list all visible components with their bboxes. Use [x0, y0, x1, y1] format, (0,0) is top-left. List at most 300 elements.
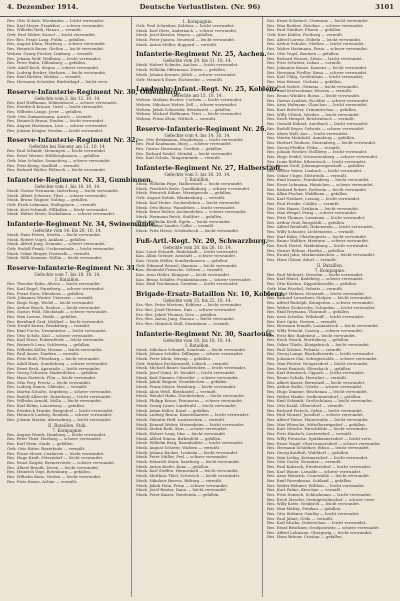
casualty-entry: Res. Arno Heinrich, Cunewalde — leicht verwundet.	[267, 473, 371, 479]
casualty-entry: Res. Walter Böhmer, Wilthen — leicht verwundet.	[267, 482, 365, 488]
regiment-heading: Brigade-Ersatz-Bataillon Nr. 10, Koblenz.	[136, 290, 285, 299]
regiment-heading: Infanterie-Regiment Nr. 30, Saarlouis.	[136, 329, 274, 338]
casualty-entry: Res. Albert Kaiser, Bernstadt — leicht verwundet.	[267, 379, 366, 385]
section-subheading: 1. Kompagnie.	[182, 19, 213, 24]
casualty-entry: Res. Ludwig Becker, Herborn — leicht verwundet.	[7, 69, 107, 75]
casualty-entry: Res. Otto Vogel, Bautzen — gefallen.	[267, 50, 340, 56]
casualty-entry: Res. August Klein, Marburg — schwer verwundet.	[7, 41, 107, 47]
casualty-entry: Res. Franz Horn, Elmshorn — gefallen.	[7, 290, 85, 296]
casualty-entry: Res. Emil Krause, Frankenberg — leicht verwundet.	[267, 177, 370, 183]
casualty-entry: Res. Rudolf Albrecht, Ratzeburg — leicht verwundet.	[7, 393, 112, 399]
casualty-entry: Res. Willy Kotte, Neukirch — leicht verwundet.	[267, 501, 361, 507]
casualty-entry: Res. Georg Schuster, Hadersleben — gefallen.	[7, 370, 99, 376]
casualty-entry: Res. Johannes Mai, Schirgiswalde — schwer verwundet.	[267, 356, 378, 362]
casualty-entry: Res. Richard Walter, Pößneck — leicht verwundet.	[7, 167, 107, 173]
casualty-entry: Res. Heinrich Vogt, Rotenburg — gefallen.	[7, 469, 91, 475]
casualty-entry: Res. Oswald Kühnel, Auerbach — leicht verwundet.	[267, 121, 369, 127]
casualty-entry: Musk. Peter Müller, Perl — schwer verwundet.	[136, 454, 229, 460]
casualty-entry: Res. Bruno Schulz, Herrnhut — vermißt.	[267, 374, 348, 380]
casualty-entry: Gefr. Max Schulze, Sonneberg — schwer verwundet.	[7, 157, 111, 163]
section-subheading: I. Bataillon.	[185, 177, 210, 183]
casualty-entry: Musk. Hubert Schmitz, Aachen — leicht verwundet.	[136, 62, 239, 68]
casualty-entry: Res. Richard Eckert, Roßwein — leicht verwundet.	[267, 186, 368, 192]
casualty-entry: Musk. Josef Quint, St. Wendel — leicht verwundet.	[136, 370, 236, 375]
casualty-entry: Res. Martin Schulte, Segeberg — schwer verwundet.	[7, 388, 112, 394]
casualty-entry: Musk. Albert Schwarz, Tilsit — schwer verwundet.	[7, 192, 108, 198]
casualty-entry: Res. Karl Hientzsch, Oppach — leicht verwundet.	[267, 370, 365, 376]
casualty-entry: Musk. Gustav Neumann, Insterburg — leicht verwundet.	[7, 187, 119, 193]
casualty-entry: Res. Ernst Brückner, Großpostwitz — schwer verwundet.	[267, 524, 380, 530]
casualty-entry: Musk. Hubert Lang, Idar — leicht verwundet.	[136, 430, 227, 436]
casualty-entry: Res. Ernst Rentsch, Ebersbach — gefallen.	[267, 365, 352, 371]
section-subheading: Gefechte vom 7. bis 18. 10. 14.	[34, 272, 101, 278]
casualty-entry: Res. Willy Petzold, Coswig — schwer verwundet.	[267, 328, 364, 333]
header-title: Deutsche Verlustlisten. (Nr. 96)	[139, 3, 261, 11]
casualty-entry: Musk. Peter Kaiser, Gerolstein — gefallen.	[136, 491, 220, 497]
casualty-entry: Musk. Valentin Hoff, Lauterecken — vermißt.	[136, 416, 226, 422]
casualty-entry: Res. Johann Nestler, Stollberg — leicht verwundet.	[267, 149, 368, 155]
casualty-entry: Res. Heinrich Bauer, Gießen — leicht verwundet.	[7, 46, 105, 52]
casualty-entry: Ers.-Res. Peter Mertens, Koblenz — leicht verwundet.	[136, 302, 243, 308]
casualty-entry: Musk. Peter Jansen, Neuwied — leicht verwundet.	[136, 37, 236, 43]
casualty-entry: Res. Walter Hartmann, Pirna — schwer verwundet.	[267, 46, 369, 52]
casualty-entry: Res. Fritz Hantsch, Leutersdorf — vermißt.	[267, 431, 353, 437]
casualty-entry: Musk. Bruno Wagner, Goldap — gefallen.	[7, 197, 89, 203]
casualty-entry: Musk. Wilhelm Kroll, Egeln — leicht verwundet.	[136, 218, 232, 224]
casualty-entry: Res. Karl Hänel, Radeberg — schwer verwundet.	[267, 276, 364, 282]
section-subheading: II. Bataillon.	[316, 262, 344, 268]
casualty-entry: Res. Erich Ziesche, Steinigtwolmsdorf — schwer verw.	[267, 496, 375, 502]
casualty-entry: Res. Kurt Palme, Kirschau — vermißt.	[267, 487, 342, 493]
casualty-entry: Musk. Heinrich Kühne, Wernigerode — gefallen.	[136, 190, 232, 196]
regiment-heading: Reserve-Infanterie-Regiment Nr. 32.	[7, 136, 138, 145]
casualty-entry: Res. August Wendt, Hamburg — leicht verwundet.	[7, 431, 107, 437]
casualty-entry: Res. Karl Hoffmann, Delmenhorst — schwer verwundet.	[7, 99, 118, 105]
casualty-entry: Musk. Nikolaus Schmidt, Saarlouis — leicht verwundet.	[136, 346, 247, 352]
section-subheading: Gefechte vom 4. bis 14. 10. 14.	[164, 132, 231, 138]
casualty-entry: Res. Fritz Bär, Radebeul — leicht verwundet.	[267, 332, 357, 338]
casualty-entry: Res. Johann Wolf, Weilburg — leicht verwundet.	[7, 55, 102, 61]
casualty-entry: Res. Georg Lange, Bischofswerda — leicht verwundet.	[267, 351, 375, 357]
casualty-entry: Res. Otto Haase, Geithain — leicht verwundet.	[267, 205, 360, 211]
casualty-entry: Musk. Otto Busse, Wanzleben — leicht verwundet.	[136, 204, 236, 210]
casualty-entry: Res. August Hartmann, Leer — schwer verwundet.	[7, 123, 108, 129]
casualty-entry: Res. Hugo Voigt, Wedel — leicht verwundet.	[7, 299, 95, 305]
casualty-entry: Musk. Alfred Simon, Birkenfeld — gefallen.	[136, 435, 222, 441]
header-date: 4. Dezember 1914.	[7, 3, 79, 11]
casualty-entry: Ers.-Res. Josef Hermes, Ems — schwer verwundet.	[136, 306, 237, 312]
section-subheading: Gefechte am 13. 10. 14.	[172, 93, 223, 99]
casualty-entry: Kan. Oswin Möller, Sondershausen — gefallen.	[136, 258, 229, 263]
casualty-entry: Res. Alfred Lorenz, Döbeln — leicht verwundet.	[267, 36, 362, 42]
casualty-entry: Ers.-Res. Jakob Thomas, Diez — gefallen.	[136, 311, 218, 317]
casualty-entry: Res. Karl Engel, Pinneberg — schwer verwundet.	[7, 285, 105, 291]
text-column-2	[133, 17, 285, 597]
section-subheading: Gefechte bei Sinceny am 12. 10. 14.	[29, 144, 106, 150]
casualty-entry: Res. Walter Hanke, Seifhennersdorf — gefallen.	[267, 393, 362, 399]
section-subheading: 7. Kompagnie.	[314, 267, 346, 273]
casualty-entry: Musk. Anton Müller, Boppard — vermißt.	[136, 41, 218, 47]
casualty-entry: Res. Theodor Kühn, Altona — leicht verwundet.	[7, 281, 101, 287]
regiment-heading: Landwehr-Infant.-Regt. Nr. 25, Koblenz.	[136, 85, 280, 94]
casualty-entry: Res. Ernst Nagel, Obercunnersdorf — schwer verwundet.	[267, 440, 381, 446]
casualty-entry: Res. Paul Schmitt, Meiningen — leicht verwundet.	[7, 148, 107, 154]
casualty-entry: Wehrm. Franz Klein, Wittlich — vermißt.	[136, 115, 217, 121]
casualty-entry: Res. Albert Brandt, Zeven — leicht verwundet.	[7, 464, 100, 470]
casualty-entry: Musk. Georg Lauer, Landstuhl — leicht verwundet.	[136, 402, 237, 408]
casualty-entry: Gefr. Ewald Kaiser, Rendsburg — vermißt.	[7, 323, 91, 329]
casualty-entry: Musk. Karl Zimmer, Ottweiler — schwer verwundet.	[136, 374, 240, 380]
casualty-entry: Musk. Alois Weiß, Blieskastel — vermißt.	[136, 388, 217, 394]
casualty-entry: Res. Kurt Böttcher, Crimmitschau — gefallen.	[267, 107, 358, 113]
casualty-entry: Musk. Walter Meier, Darkehmen — schwer verwundet.	[7, 211, 116, 217]
casualty-entry: Res. Otto Brinkmann, Magdeburg — leicht verwundet.	[136, 136, 244, 142]
casualty-entry: Res. Hugo Zimmer, Reichenau — leicht verwundet.	[267, 388, 368, 394]
casualty-entry: Res. Karl Meyer, Frankfurt — schwer verwundet.	[7, 22, 105, 28]
casualty-entry: Musk. Hermann Reich, Staßfurt — gefallen.	[136, 213, 223, 219]
casualty-entry: Gefr. Erich Lehmann, Stallupönen — vermißt.	[7, 201, 98, 207]
casualty-entry: Res. Fritz König, Saalfeld — vermißt.	[7, 162, 81, 168]
casualty-entry: Musk. Wilhelm Pape, Halberstadt — leicht verwundet.	[136, 181, 244, 187]
casualty-entry: Res. Emil Rosenkranz, Sohland — gefallen.	[267, 478, 353, 483]
casualty-entry: Res. Hugo Seidel, Schwarzenberg — schwer verwundet.	[267, 153, 379, 159]
casualty-entry: Res. Fritz Roth, Flensburg — leicht verwundet.	[7, 356, 101, 362]
casualty-entry: Musk. Fritz Hesse, Schönebeck — leicht verwundet.	[136, 227, 240, 233]
casualty-entry: Res. Johann Krüger, Norden — leicht verwundet.	[7, 127, 104, 133]
casualty-entry: Musk. Josef Reuter, Daun — leicht verwundet.	[136, 487, 228, 493]
casualty-entry: Res. Emil Richter, Wetzlar — vermißt.	[7, 74, 82, 80]
casualty-entry: Res. Heinrich Lenz, Schleswig — gefallen.	[7, 342, 91, 348]
casualty-entry: Res. Ernst Beck, Apenrade — leicht verwundet.	[7, 365, 101, 371]
casualty-entry: Res. Heinrich Ludwig, Reinbek — schwer verwundet.	[7, 412, 113, 418]
casualty-entry: Res. Max Mättig, Putzkau — gefallen.	[267, 506, 342, 512]
casualty-entry: Res. Max Wünsche, Mittelherwigsdorf — gefallen.	[267, 421, 366, 427]
section-subheading: Gefechte vom 20. bis 28. 10. 14.	[163, 244, 232, 250]
casualty-entry: Res. Otto Gocht, Neusalza — vermißt.	[267, 459, 342, 465]
casualty-entry: Res. Heinrich Braun, Emden — leicht verwundet.	[7, 118, 105, 124]
casualty-entry: Wehrm. Michael Hoffmann, Trier — leicht verwundet.	[136, 111, 243, 117]
casualty-entry: Res. Erich Hertel, Waldenburg — leicht verwundet.	[267, 243, 369, 248]
regiment-heading: Fuß-Artl.-Regt. Nr. 20, Schwarzburg.	[136, 236, 268, 245]
casualty-entry: Res. Kurt Kühn, Oberlungwitz — leicht verwundet.	[267, 233, 368, 239]
casualty-entry: Res. Friedrich Franke, Bergedorf — leicht verwundet.	[7, 407, 114, 413]
casualty-entry: Musk. Johann Schäfer, Dillingen — schwer verwundet.	[136, 351, 244, 357]
casualty-entry: Res. Martin Meinhold, Annaberg — gefallen.	[267, 135, 356, 141]
casualty-entry: Res. Alfred Rudolph, Königstein — schwer verwundet.	[267, 299, 375, 305]
casualty-entry: Musk. Karl Steffen, Hermeskeil — leicht verwundet.	[136, 468, 240, 474]
casualty-entry: Res. Fritz Schröter, Löbau — vermißt.	[267, 60, 342, 66]
casualty-entry: Res. Wilhelm Roth, Hanau — vermißt.	[7, 27, 83, 33]
header-page-number: 3101	[375, 3, 394, 11]
casualty-entry: Musk. Stefan Roth, Kirn — schwer verwundet.	[136, 426, 228, 432]
section-subheading: Gefechte vom 10. bis 18. 10. 14.	[163, 337, 232, 343]
casualty-entry: Res. Peter Thiel, Harburg — schwer verwundet.	[7, 436, 102, 442]
casualty-entry: Gefr. Paul Weber, Kassel — leicht verwundet.	[7, 32, 96, 38]
casualty-entry: Musk. Anton Kiefer, Konz — gefallen.	[136, 463, 210, 469]
casualty-entry: Res. Gustav Herrmann, Genthin — gefallen.	[136, 146, 223, 151]
casualty-entry: Musk. Karl Dietz, Andernach — schwer verwundet.	[136, 27, 238, 33]
casualty-entry: Res. Hermann Fiedler, Riesa — schwer verwundet.	[267, 69, 368, 75]
casualty-entry: Res. Georg Kaulfuß, Walddorf — gefallen.	[267, 449, 350, 455]
casualty-entry: Res. Ernst Schubert, Chemnitz — leicht verwundet.	[267, 18, 370, 23]
casualty-entry: Gefr. Johannes Winter, Uetersen — vermißt.	[7, 295, 94, 301]
casualty-entry: Res. Willy Ullrich, Werdau — leicht verwundet.	[267, 111, 360, 117]
casualty-entry: Musk. Michael Bauer, Saarbrücken — leicht verwundet.	[136, 365, 247, 371]
casualty-entry: Gefr. Rudolf Frank, Ueckermünde — leicht verwundet.	[7, 246, 115, 252]
casualty-entry: Res. Wilhelm Lange, Jever — gefallen.	[7, 109, 83, 114]
casualty-entry: Res. Max Lorenz, Heide — gefallen.	[7, 313, 78, 319]
casualty-entry: Res. Paul Schöne, Pulsnitz — vermißt.	[267, 346, 343, 352]
section-subheading: Gefechte vom 3. bis 16. 10. 14.	[164, 172, 231, 178]
casualty-entry: Res. Oskar Thiele, Königsbrück — leicht verwundet.	[267, 342, 371, 348]
casualty-entry: Res. Karl Mucke, Doberschau — leicht verwundet.	[267, 520, 367, 526]
casualty-entry: Musk. Wilhelm Offermann, Düren — gefallen.	[136, 67, 227, 73]
casualty-entry: Res. Johann Martin, Ahrensburg — leicht verwundet.	[7, 417, 112, 423]
casualty-entry: Res. Arno Hofmann, Glauchau — leicht verwundet.	[267, 102, 368, 108]
casualty-entry: Musk. Konrad Weber, Meisenheim — leicht verwundet.	[136, 421, 245, 427]
casualty-entry: Res. Otto Frey, Preetz — leicht verwundet.	[7, 379, 92, 385]
section-subheading: I. Bataillon.	[55, 277, 80, 283]
casualty-entry: Gefr. August Rohde, Blankenburg — vermißt.	[136, 195, 226, 201]
regiment-heading: Infanterie-Regiment Nr. 34, Swinemünde.	[7, 220, 158, 228]
casualty-entry: Kan. Arno Heller, Königsee — leicht verwundet.	[136, 272, 231, 278]
casualty-entry: Res. Alfred Tietze, Hainewalde — leicht verwundet.	[267, 417, 370, 423]
casualty-entry: Res. Kurt Nitsche, Hirschfelde — leicht verwundet.	[267, 426, 369, 432]
casualty-entry: Res. Albin Fischer, Waldheim — gefallen.	[267, 191, 348, 197]
casualty-entry: Res. Alfred Lehmann, Obergurig — leicht verwundet.	[267, 529, 373, 535]
casualty-entry: Res. Hermann Schröder, Biedenkopf — leicht verw.	[7, 78, 109, 84]
casualty-entry: Res. Arthur Schulze, Meißen — leicht verwundet.	[267, 41, 365, 47]
casualty-entry: Res. Bruno Winkler, Borna — leicht verwundet.	[267, 93, 361, 98]
casualty-entry: Musk. Gustav Sander, Calbe — vermißt.	[136, 223, 215, 229]
casualty-entry: Musk. Ernst Wolter, Aschersleben — schwer verwundet.	[136, 209, 247, 215]
casualty-entry: Res. Willy Preusche, Spitzkunnersdorf — leicht verw.	[267, 435, 372, 441]
casualty-entry: Gefr. Paul Schreiber, Koblenz — leicht verwundet.	[136, 23, 235, 28]
casualty-entry: Res. Gustav Pohl, Glückstadt — schwer verwundet.	[7, 309, 109, 315]
casualty-entry: Res. Adolf Haas, Sonderburg — schwer verwundet.	[7, 360, 109, 366]
casualty-entry: Res. Wilhelm Keller, Husum — leicht verwundet.	[7, 346, 103, 352]
casualty-entry: Musk. August Scherer, Wadern — vermißt.	[136, 445, 221, 450]
casualty-entry: Res. Max Weigel, Penig — schwer verwundet.	[267, 210, 358, 216]
casualty-entry: Musk. Kurt Schmidt, Pillkallen — leicht verwundet.	[7, 206, 109, 212]
casualty-entry: Res. Ludwig Simon, Oldesloe — vermißt.	[7, 384, 88, 390]
casualty-entry: Res. Max Liebig, Kottmarsdorf — leicht verwundet.	[267, 454, 369, 460]
casualty-entry: Res. Hans Gläser, Adorf — vermißt.	[267, 257, 338, 263]
casualty-entry: Musk. Heinrich Marx, Saarburg — leicht verwundet.	[136, 459, 241, 465]
casualty-entry: Res. Max Heinze, Oschatz — gefallen.	[267, 78, 342, 84]
casualty-entry: Gefr. Heinrich Esser, Eschweiler — vermißt.	[136, 76, 224, 82]
casualty-entry: Wehrm. Mathias Becker, Cochem — leicht verwundet.	[136, 97, 243, 103]
casualty-entry: Ers.-Res. Heinrich Stoll, Montabaur — vermißt.	[136, 320, 230, 326]
casualty-entry: Gefr. Adolf Koch, Siegen — schwer verwundet.	[7, 64, 100, 70]
casualty-entry: Musk. Willi Sommer, Wollin — leicht verwundet.	[7, 255, 103, 261]
casualty-entry: Gefr. Edmund Wenzel, Ilmenau — leicht verwundet.	[136, 262, 239, 268]
casualty-entry: Ers.-Res. Franz Lang, Fulda — gefallen.	[7, 36, 86, 42]
regiment-heading: Infanterie-Regiment Nr. 33, Gumbinnen.	[7, 175, 154, 184]
section-subheading: I. Bataillon.	[185, 342, 210, 348]
casualty-entry: Res. Franz Moser, Cuxhaven — leicht verwundet.	[7, 450, 105, 456]
casualty-entry: Musk. Josef Kessler, Mayen — gefallen.	[136, 32, 214, 38]
casualty-entry: Res. Alfred Reinhold, Hohenstein — leicht verwundet.	[267, 224, 374, 230]
casualty-entry: Musk. Robert Vogel, Anklam — gefallen.	[7, 236, 87, 242]
casualty-entry: Res. Emil Heymann, Tharandt — gefallen.	[267, 309, 350, 315]
casualty-entry: Musk. Peter Klein, Merzig — gefallen.	[136, 355, 212, 361]
casualty-entry: Res. Paul Kubasch, Friedersdorf — leicht verwundet.	[267, 463, 372, 469]
casualty-entry: Res. Friedrich Krause, Varel — leicht verwundet.	[7, 104, 104, 110]
casualty-entry: Res. Erich Hempel, Reichenbach — vermißt.	[267, 116, 355, 122]
regiment-heading: Reserve-Infanterie-Regiment Nr. 30, Oldenburg.	[7, 87, 181, 96]
casualty-entry: Wehrm. Jakob Schneider, Bernkastel — gefallen.	[136, 106, 232, 112]
casualty-entry: Res. Otto Kirsten, Dippoldiswalde — gefallen.	[267, 281, 358, 287]
casualty-entry: Res. Gustav Böhme, Hartha — gefallen.	[267, 247, 346, 253]
regiment-heading: Reserve-Infanterie-Regiment Nr. 26.	[136, 124, 267, 133]
casualty-entry: Res. Karl Ernst, Eckernförde — leicht verwundet.	[7, 337, 105, 343]
casualty-entry: Res. Oskar Unger, Mittweida — vermißt.	[267, 172, 348, 178]
casualty-entry: Res. Max Richter, Zwickau — schwer verwundet.	[267, 22, 364, 28]
casualty-entry: Musk. Oskar Berger, Pasewalk — vermißt.	[7, 250, 91, 256]
casualty-entry: Res. Emil Schmidt, Großschönau — leicht verwundet.	[267, 398, 373, 404]
casualty-entry: Musk. Jakob Hein, Prüm — schwer verwundet.	[136, 482, 229, 488]
casualty-entry: Res. Otto Schulz, Wiesbaden — leicht verwundet.	[7, 18, 105, 23]
casualty-entry: Res. Ernst Lehmann, Hainichen — schwer verwundet.	[267, 182, 374, 188]
casualty-entry: Res. Alwin Wolf, Aue — leicht verwundet.	[267, 130, 349, 136]
text-column-3	[264, 17, 396, 597]
casualty-entry: Musk. Jakob Wagner, Neunkirchen — gefallen.	[136, 379, 228, 385]
casualty-entry: Res. Paul Seifert, Grimma — leicht verwundet.	[267, 83, 360, 89]
casualty-entry: Res. Wilhelm Arnold, Mölln — leicht verwundet.	[7, 398, 103, 404]
casualty-entry: Res. Franz Groß, Johanngeorgenstadt — gefallen.	[267, 163, 366, 169]
casualty-entry: Res. Karl Schulz, Tangermünde — vermißt.	[136, 155, 222, 161]
casualty-entry: Res. Ewald Jahn, Markneukirchen — leicht verwundet.	[267, 252, 376, 258]
section-subheading: 7. Kompagnie.	[52, 427, 83, 433]
casualty-entry: Musk. Johann Backes, Losheim — leicht verwundet.	[136, 449, 239, 455]
casualty-entry: Res. Wilhelm Kunz, Verden — leicht verwundet.	[7, 473, 102, 479]
casualty-entry: Res. Otto Scholz, Kiel — schwer verwundet.	[7, 332, 94, 338]
casualty-entry: Res. Georg Pfeiffer, Flöha — vermißt.	[267, 144, 341, 150]
regiment-heading: Reserve-Infanterie-Regiment Nr. 31.	[7, 264, 138, 273]
casualty-entry: Res. Paul Franke, Colditz — vermißt.	[267, 200, 340, 206]
casualty-entry: Gefr. Kurt Köhler, Freiberg — vermißt.	[267, 32, 344, 38]
casualty-entry: Res. Gustav Lindner, Rochlitz — schwer verwundet.	[267, 97, 370, 103]
casualty-entry: Res. Bernhard Graf, Meldorf — leicht verwundet.	[7, 318, 105, 324]
casualty-entry: Kan. Emil Teichmann, Greußen — leicht verwundet.	[136, 281, 239, 287]
casualty-entry: Res. Hermann Kunath, Lommatzsch — leicht verwundet.	[267, 323, 380, 329]
casualty-entry: Musk. Wendel Hahn, Zweibrücken — leicht verwundet.	[136, 393, 245, 399]
casualty-entry: Res. Paul Sauer, Tondern — vermißt.	[7, 351, 80, 357]
casualty-entry: Res. Karl Uhlig, Großenhain — leicht verwundet.	[267, 74, 364, 80]
casualty-entry: Res. Fritz Domsch, Schluckenau — leicht verwundet.	[267, 492, 372, 498]
casualty-entry: Ers.-Res. Anton Jung, Nassau — leicht verwundet.	[136, 316, 235, 322]
casualty-entry: Musk. Johann Kremer, Jülich — schwer verwundet.	[136, 71, 237, 77]
page-header	[0, 0, 400, 17]
casualty-entry: Res. Richard Seidel, Stendal — leicht verwundet.	[136, 150, 234, 156]
section-subheading: Gefechte vom 1. bis 18. 10. 14.	[34, 183, 101, 189]
casualty-entry: Res. Paul Günther, Plauen — gefallen.	[267, 27, 342, 33]
casualty-entry: Gefr. Mathias Recktenwald, Lebach — vermißt.	[136, 360, 230, 366]
casualty-entry: Res. Richard Pietsch, Oybin — leicht verwundet.	[267, 407, 363, 413]
casualty-entry: Res. Erich Noack, Moritzburg — gefallen.	[267, 337, 350, 343]
casualty-entry: Res. Max Förster, Neugersdorf — leicht verwundet.	[267, 360, 369, 366]
casualty-entry: Res. Hans Bräuer, Crostau — gefallen.	[267, 534, 343, 540]
casualty-entry: Res. Emil Fuchs, Neumünster — leicht verwundet.	[7, 328, 107, 333]
casualty-entry: Res. Paul Kaufmann, Burg — schwer verwundet.	[136, 141, 232, 147]
casualty-entry: Res. Willy Schuster, Lichtenstein — vermißt.	[267, 228, 355, 234]
casualty-entry: Res. Walter Zschiesche, Schandau — leicht verwundet.	[267, 304, 376, 310]
casualty-entry: Musk. Karl Heine, Oschersleben — leicht verwundet.	[136, 199, 241, 205]
casualty-entry: Res. Karl Wauer, Lawalde — schwer verwundet.	[267, 468, 362, 474]
casualty-entry: Res. Johannes Kunze, Kamenz — leicht verwundet.	[267, 64, 368, 70]
casualty-entry: Res. Arthur Busch, Itzehoe — leicht verwundet.	[7, 304, 102, 310]
casualty-entry: Gefr. Otto Ritter, Buxtehude — vermißt.	[7, 445, 86, 451]
casualty-entry: Res. Paul Jähne, Göda — vermißt.	[267, 515, 334, 521]
casualty-entry: Res. Hermann Schiefner, Eibau — leicht verwundet.	[267, 445, 370, 451]
casualty-entry: Res. Arno Scheibe, Wilsdruff — leicht verwundet.	[267, 313, 365, 319]
casualty-entry: Res. Otto Stübner, Gaußig — leicht verwundet.	[267, 510, 360, 516]
casualty-entry: Gefr. Otto Zimmermann, Aurich — vermißt.	[7, 113, 93, 119]
casualty-entry: Kan. Louis Eckardt, Rudolstadt — leicht verwundet.	[136, 248, 239, 254]
casualty-entry: Res. Fritz Thomas, Lunzenau — leicht verwundet.	[267, 214, 366, 220]
section-subheading: Gefechte vom 2. bis 12. 10. 14.	[34, 95, 101, 101]
casualty-entry: Res. Walter Meier, Limbach — leicht verwundet.	[267, 168, 363, 173]
casualty-entry: Musk. Nikolaus Berens, Bitburg — vermißt.	[136, 477, 223, 483]
casualty-entry: Kan. Albin Greiner, Arnstadt — schwer verwundet.	[136, 253, 237, 259]
casualty-entry: Kan. Bruno Schäfer, Frankenhausen — schwer verwundet.	[136, 276, 252, 282]
section-subheading: Gefechte vom 29. bis 31. 10. 14.	[163, 58, 232, 64]
casualty-entry: Res. Richard Leuschner, Stolpen — leicht verwundet.	[267, 295, 373, 301]
casualty-entry: Musk. Alfred Jung, Demmin — schwer verwundet.	[7, 241, 106, 247]
casualty-entry: Res. Kurt Opitz, Nossen — vermißt.	[267, 318, 338, 324]
casualty-entry: Musk. Adam Keller, Kusel — gefallen.	[136, 407, 210, 413]
casualty-entry: Res. Paul Menzel, Jonsdorf — schwer verwundet.	[267, 412, 364, 418]
casualty-entry: Res. Ernst Ziegler, Bremervörde — schwer verwundet.	[7, 459, 116, 465]
casualty-entry: Res. Bruno Walther, Meerane — schwer verwundet.	[267, 238, 370, 244]
casualty-entry: Res. Karl Stein, Stade — gefallen.	[7, 441, 74, 447]
section-subheading: Gefechte vom 15. bis 22. 10. 14.	[163, 298, 232, 304]
section-subheading: II. Bataillon. Stab.	[48, 422, 87, 428]
casualty-entry: Res. Karl Neubert, Leisnig — leicht verwundet.	[267, 196, 361, 202]
casualty-entry: Res. Karl Böhm, Lauenburg — gefallen.	[7, 403, 86, 408]
casualty-entry: Res. Ernst Werner, Hildburghausen — gefallen.	[7, 153, 101, 159]
casualty-entry: Res. Arthur Rothe, Ostritz — schwer verwundet.	[267, 384, 363, 390]
casualty-entry: Musk. Philipp Kraus, Pirmasens — schwer verwundet.	[136, 398, 244, 404]
regiment-heading: Infanterie-Regiment Nr. 25, Aachen.	[136, 50, 267, 59]
casualty-entry: Wehrm. Georg Fischer, Limburg — vermißt.	[7, 50, 94, 56]
casualty-entry: Musk. Franz Meyer, Homburg — leicht verwundet.	[136, 384, 237, 390]
casualty-entry: Res. Hans Dietrich, Plön — leicht verwundet.	[7, 374, 97, 380]
regiment-heading: Infanterie-Regiment Nr. 27, Halberstadt.	[136, 164, 283, 173]
casualty-entry: Musk. Hans Peters, Stettin — leicht verwundet.	[7, 232, 102, 237]
casualty-entry: Kan. Reinhold Fritzsche, Gehren — vermißt.	[136, 267, 224, 273]
casualty-entry: Musk. Wilhelm Berg, Baumholder — leicht verwundet.	[136, 440, 244, 446]
casualty-entry: Gefr. Max Püschel, Sebnitz — vermißt.	[267, 285, 344, 291]
casualty-entry: Musk. Ludwig Braun, Kaiserslautern — leicht verwundet.	[136, 412, 250, 418]
casualty-entry: Res. Herbert Teubner, Marienberg — leicht verwundet.	[267, 139, 377, 145]
casualty-entry: Res. Peter Hahn, Dillenburg — gefallen.	[7, 60, 87, 66]
casualty-entry: Res. Rudolf Beyer, Oelsnitz — schwer verwundet.	[267, 125, 365, 131]
casualty-entry: Res. Fritz Haase, Achim — vermißt.	[7, 478, 78, 484]
casualty-entry: Musk. Friedrich Bode, Quedlinburg — schwer verwundet.	[136, 185, 251, 191]
casualty-entry: Wehrm. Nikolaus Weber, Zell — schwer verwundet.	[136, 101, 238, 107]
section-subheading: Gefechte vom 14. bis 20. 10. 14.	[33, 228, 102, 233]
casualty-entry: Musk. Matthias Thiel, Schweich — leicht verwundet.	[136, 473, 241, 479]
casualty-entry: Res. Arthur Graf, Burgstädt — gefallen.	[267, 219, 346, 225]
casualty-entry: Res. Otto Krahl, Olbersdorf — vermißt.	[267, 403, 345, 408]
casualty-entry: Res. Paul Mehnert, Dresden — leicht verwundet.	[267, 271, 364, 277]
casualty-entry: Res. Louis Rößler, Eibenstock — leicht verwundet.	[267, 158, 367, 164]
casualty-entry: Res. Richard Werner, Zittau — leicht verwundet.	[267, 55, 363, 61]
casualty-entry: Res. Hugo Kraft, Otterndorf — leicht verwundet.	[7, 455, 104, 461]
casualty-entry: Res. Emil Kretzschmar, Wurzen — vermißt.	[267, 88, 353, 94]
